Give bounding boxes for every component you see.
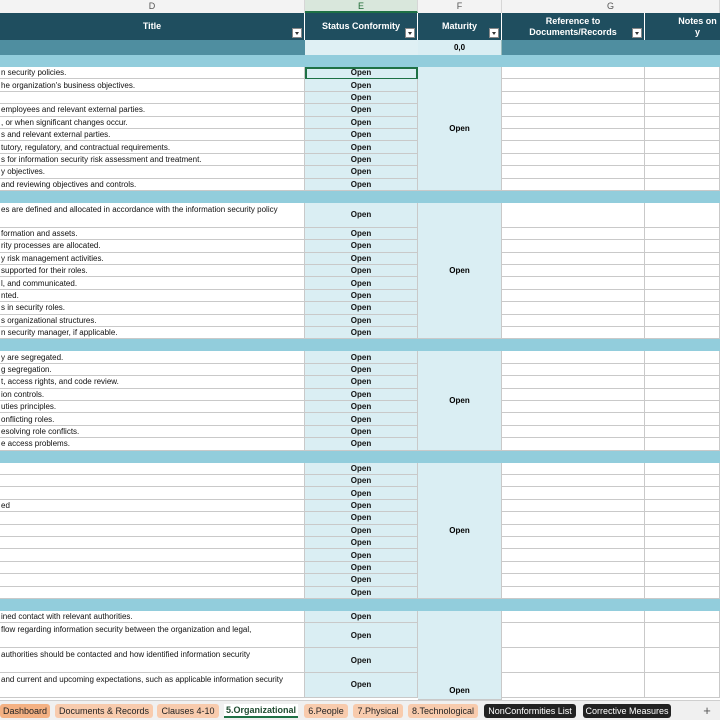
- table-row: [0, 315, 720, 327]
- notes-cell[interactable]: [645, 327, 720, 339]
- column-letter-d[interactable]: D: [0, 0, 305, 13]
- status-conformity-cell[interactable]: Open: [305, 463, 418, 475]
- notes-cell[interactable]: [645, 67, 720, 79]
- table-row: [0, 463, 720, 475]
- control-title-cell[interactable]: n security manager, if applicable.: [0, 327, 305, 339]
- status-conformity-cell[interactable]: Open: [305, 549, 418, 561]
- control-title-cell[interactable]: ed: [0, 500, 305, 512]
- notes-cell[interactable]: [645, 141, 720, 153]
- column-letter-g[interactable]: G: [502, 0, 720, 13]
- reference-cell[interactable]: [502, 277, 645, 289]
- status-conformity-cell[interactable]: Open: [305, 525, 418, 537]
- reference-cell[interactable]: [502, 129, 645, 141]
- status-conformity-cell[interactable]: Open: [305, 228, 418, 240]
- control-title-cell[interactable]: [0, 487, 305, 499]
- table-row: [0, 401, 720, 413]
- control-title-cell[interactable]: y objectives.: [0, 166, 305, 178]
- table-row: [0, 364, 720, 376]
- reference-cell[interactable]: [502, 265, 645, 277]
- reference-cell[interactable]: [502, 611, 645, 623]
- status-conformity-cell[interactable]: Open: [305, 487, 418, 499]
- reference-cell[interactable]: [502, 327, 645, 339]
- table-row: [0, 154, 720, 166]
- status-conformity-cell[interactable]: Open: [305, 277, 418, 289]
- reference-cell[interactable]: [502, 290, 645, 302]
- table-row: [0, 562, 720, 574]
- maturity-cell[interactable]: Open: [418, 351, 502, 450]
- control-title-cell[interactable]: l, and communicated.: [0, 277, 305, 289]
- reference-cell[interactable]: [502, 426, 645, 438]
- notes-cell[interactable]: [645, 79, 720, 91]
- control-title-cell[interactable]: rity processes are allocated.: [0, 240, 305, 252]
- status-conformity-cell[interactable]: Open: [305, 648, 418, 673]
- table-row: [0, 290, 720, 302]
- table-row: [0, 512, 720, 524]
- notes-cell[interactable]: [645, 117, 720, 129]
- reference-cell[interactable]: [502, 463, 645, 475]
- status-conformity-cell[interactable]: Open: [305, 500, 418, 512]
- column-letter-e[interactable]: E: [305, 0, 418, 13]
- control-title-cell[interactable]: tutory, regulatory, and contractual requirements.: [0, 141, 305, 153]
- reference-cell[interactable]: [502, 673, 645, 698]
- control-title-cell[interactable]: [0, 537, 305, 549]
- reference-cell[interactable]: [502, 166, 645, 178]
- reference-cell[interactable]: [502, 315, 645, 327]
- reference-cell[interactable]: [502, 179, 645, 191]
- sheet-tab[interactable]: Dashboard: [0, 704, 50, 718]
- sheet-tab[interactable]: 6.People: [304, 704, 348, 718]
- status-conformity-cell[interactable]: Open: [305, 351, 418, 363]
- reference-cell[interactable]: [502, 487, 645, 499]
- table-row: [0, 438, 720, 450]
- reference-cell[interactable]: [502, 389, 645, 401]
- table-row: [0, 351, 720, 363]
- active-cell-outline: [305, 67, 418, 80]
- maturity-cell[interactable]: Open: [418, 463, 502, 599]
- status-conformity-cell[interactable]: Open: [305, 253, 418, 265]
- control-title-cell[interactable]: he organization's business objectives.: [0, 79, 305, 91]
- reference-cell[interactable]: [502, 253, 645, 265]
- notes-cell[interactable]: [645, 376, 720, 388]
- sheet-tab[interactable]: Documents & Records: [55, 704, 153, 718]
- reference-cell[interactable]: [502, 438, 645, 450]
- table-row: [0, 228, 720, 240]
- control-title-cell[interactable]: n security policies.: [0, 67, 305, 79]
- status-conformity-cell[interactable]: Open: [305, 475, 418, 487]
- reference-cell[interactable]: [502, 549, 645, 561]
- header-reference: [502, 13, 645, 40]
- status-conformity-cell[interactable]: Open: [305, 203, 418, 228]
- reference-cell[interactable]: [502, 228, 645, 240]
- table-row: [0, 611, 720, 623]
- status-conformity-cell[interactable]: Open: [305, 166, 418, 178]
- reference-cell[interactable]: [502, 500, 645, 512]
- summary-band: [0, 40, 720, 55]
- notes-cell[interactable]: [645, 463, 720, 475]
- status-conformity-cell[interactable]: Open: [305, 154, 418, 166]
- control-title-cell[interactable]: [0, 574, 305, 586]
- status-conformity-cell[interactable]: Open: [305, 117, 418, 129]
- sheet-tab[interactable]: 7.Physical: [353, 704, 403, 718]
- control-title-cell[interactable]: [0, 562, 305, 574]
- notes-cell[interactable]: [645, 525, 720, 537]
- notes-cell[interactable]: [645, 265, 720, 277]
- maturity-cell[interactable]: Open: [418, 203, 502, 339]
- header-reference-label: Reference to Documents/Records: [529, 15, 617, 37]
- control-title-cell[interactable]: [0, 525, 305, 537]
- reference-cell[interactable]: [502, 364, 645, 376]
- notes-cell[interactable]: [645, 203, 720, 228]
- notes-cell[interactable]: [645, 129, 720, 141]
- table-row: [0, 673, 720, 698]
- control-title-cell[interactable]: s for information security risk assessment and treatment.: [0, 154, 305, 166]
- section-band: [0, 191, 720, 203]
- reference-cell[interactable]: [502, 562, 645, 574]
- filter-dropdown-icon[interactable]: [405, 28, 415, 38]
- notes-cell[interactable]: [645, 302, 720, 314]
- status-conformity-cell[interactable]: Open: [305, 537, 418, 549]
- status-conformity-cell[interactable]: Open: [305, 179, 418, 191]
- reference-cell[interactable]: [502, 413, 645, 425]
- table-row: [0, 117, 720, 129]
- table-row: [0, 141, 720, 153]
- control-title-cell[interactable]: and reviewing objectives and controls.: [0, 179, 305, 191]
- reference-cell[interactable]: [502, 648, 645, 673]
- status-conformity-cell[interactable]: Open: [305, 302, 418, 314]
- reference-cell[interactable]: [502, 574, 645, 586]
- table-header: [0, 13, 720, 40]
- control-title-cell[interactable]: [0, 587, 305, 599]
- section-band: [0, 55, 720, 67]
- table-row: [0, 525, 720, 537]
- table-row: [0, 648, 720, 673]
- notes-cell[interactable]: [645, 574, 720, 586]
- status-conformity-cell[interactable]: Open: [305, 574, 418, 586]
- control-title-cell[interactable]: es are defined and allocated in accordance with the information security policy: [0, 203, 305, 228]
- reference-cell[interactable]: [502, 203, 645, 228]
- column-letter-bar: [0, 0, 720, 14]
- table-row: [0, 166, 720, 178]
- notes-cell[interactable]: [645, 587, 720, 599]
- reference-cell[interactable]: [502, 401, 645, 413]
- reference-cell[interactable]: [502, 240, 645, 252]
- notes-cell[interactable]: [645, 487, 720, 499]
- status-conformity-cell[interactable]: Open: [305, 104, 418, 116]
- control-title-cell[interactable]: y are segregated.: [0, 351, 305, 363]
- status-conformity-cell[interactable]: Open: [305, 512, 418, 524]
- reference-cell[interactable]: [502, 92, 645, 104]
- header-title-label: Title: [142, 21, 162, 31]
- reference-cell[interactable]: [502, 351, 645, 363]
- reference-cell[interactable]: [502, 154, 645, 166]
- status-conformity-cell[interactable]: Open: [305, 265, 418, 277]
- table-row: [0, 475, 720, 487]
- control-title-cell[interactable]: g segregation.: [0, 364, 305, 376]
- status-conformity-cell[interactable]: Open: [305, 67, 418, 79]
- sheet-tab[interactable]: 5.Organizational: [224, 704, 298, 718]
- header-maturity-label: Maturity: [441, 21, 477, 31]
- notes-cell[interactable]: [645, 351, 720, 363]
- status-conformity-cell[interactable]: Open: [305, 141, 418, 153]
- notes-cell[interactable]: [645, 438, 720, 450]
- table-row: [0, 253, 720, 265]
- notes-cell[interactable]: [645, 648, 720, 673]
- control-title-cell[interactable]: uties principles.: [0, 401, 305, 413]
- control-title-cell[interactable]: t, access rights, and code review.: [0, 376, 305, 388]
- notes-cell[interactable]: [645, 104, 720, 116]
- reference-cell[interactable]: [502, 117, 645, 129]
- table-row: [0, 203, 720, 228]
- status-conformity-cell[interactable]: Open: [305, 290, 418, 302]
- notes-cell[interactable]: [645, 537, 720, 549]
- status-conformity-cell[interactable]: Open: [305, 587, 418, 599]
- notes-cell[interactable]: [645, 290, 720, 302]
- sheet-tab[interactable]: NonConformities List: [484, 704, 576, 718]
- table-row: [0, 179, 720, 191]
- control-title-cell[interactable]: esolving role conflicts.: [0, 426, 305, 438]
- header-notes: [645, 13, 720, 40]
- table-row: [0, 302, 720, 314]
- notes-cell[interactable]: [645, 228, 720, 240]
- reference-cell[interactable]: [502, 104, 645, 116]
- control-title-cell[interactable]: onflicting roles.: [0, 413, 305, 425]
- sheet-tab[interactable]: Corrective Measures: [583, 704, 671, 718]
- section-band: [0, 451, 720, 463]
- sheet-tab-bar: [0, 700, 720, 720]
- reference-cell[interactable]: [502, 512, 645, 524]
- status-conformity-cell[interactable]: Open: [305, 376, 418, 388]
- reference-cell[interactable]: [502, 376, 645, 388]
- notes-cell[interactable]: [645, 562, 720, 574]
- notes-cell[interactable]: [645, 364, 720, 376]
- notes-cell[interactable]: [645, 166, 720, 178]
- status-conformity-cell[interactable]: Open: [305, 327, 418, 339]
- notes-cell[interactable]: [645, 549, 720, 561]
- reference-cell[interactable]: [502, 302, 645, 314]
- status-conformity-cell[interactable]: Open: [305, 673, 418, 698]
- table-row: [0, 104, 720, 116]
- control-title-cell[interactable]: flow regarding information security between the organization and legal,: [0, 623, 305, 648]
- status-conformity-cell[interactable]: Open: [305, 623, 418, 648]
- status-conformity-cell[interactable]: Open: [305, 240, 418, 252]
- control-title-cell[interactable]: [0, 512, 305, 524]
- sheet-tab[interactable]: Clauses 4-10: [157, 704, 219, 718]
- control-title-cell[interactable]: authorities should be contacted and how identified information security: [0, 648, 305, 673]
- status-conformity-cell[interactable]: Open: [305, 413, 418, 425]
- status-conformity-cell[interactable]: Open: [305, 364, 418, 376]
- notes-cell[interactable]: [645, 92, 720, 104]
- reference-cell[interactable]: [502, 623, 645, 648]
- control-title-cell[interactable]: and current and upcoming expectations, such as applicable information security: [0, 673, 305, 698]
- table-row: [0, 574, 720, 586]
- status-conformity-cell[interactable]: Open: [305, 389, 418, 401]
- status-conformity-cell[interactable]: Open: [305, 315, 418, 327]
- control-title-cell[interactable]: , or when significant changes occur.: [0, 117, 305, 129]
- status-conformity-cell[interactable]: Open: [305, 438, 418, 450]
- notes-cell[interactable]: [645, 426, 720, 438]
- control-title-cell[interactable]: nted.: [0, 290, 305, 302]
- status-conformity-cell[interactable]: Open: [305, 79, 418, 91]
- section-band: [0, 339, 720, 351]
- status-conformity-cell[interactable]: Open: [305, 401, 418, 413]
- notes-cell[interactable]: [645, 315, 720, 327]
- maturity-summary-value: 0,0: [418, 40, 502, 55]
- notes-cell[interactable]: [645, 475, 720, 487]
- table-row: [0, 549, 720, 561]
- notes-cell[interactable]: [645, 611, 720, 623]
- section-band: [0, 599, 720, 611]
- column-letter-f[interactable]: F: [418, 0, 502, 13]
- reference-cell[interactable]: [502, 79, 645, 91]
- table-row: [0, 240, 720, 252]
- header-status-label: Status Conformity: [321, 21, 400, 31]
- control-title-cell[interactable]: y risk management activities.: [0, 253, 305, 265]
- table-row: [0, 376, 720, 388]
- table-row: [0, 265, 720, 277]
- notes-cell[interactable]: [645, 154, 720, 166]
- control-title-cell[interactable]: employees and relevant external parties.: [0, 104, 305, 116]
- reference-cell[interactable]: [502, 475, 645, 487]
- notes-cell[interactable]: [645, 277, 720, 289]
- reference-cell[interactable]: [502, 67, 645, 79]
- control-title-cell[interactable]: s organizational structures.: [0, 315, 305, 327]
- control-title-cell[interactable]: s in security roles.: [0, 302, 305, 314]
- notes-cell[interactable]: [645, 253, 720, 265]
- control-title-cell[interactable]: supported for their roles.: [0, 265, 305, 277]
- sheet-tab[interactable]: 8.Technological: [408, 704, 478, 718]
- header-notes-label: Notes on y: [678, 15, 717, 37]
- reference-cell[interactable]: [502, 537, 645, 549]
- status-conformity-cell[interactable]: Open: [305, 611, 418, 623]
- reference-cell[interactable]: [502, 525, 645, 537]
- table-row: [0, 327, 720, 339]
- control-title-cell[interactable]: [0, 549, 305, 561]
- header-title: [0, 13, 305, 40]
- notes-cell[interactable]: [645, 240, 720, 252]
- notes-cell[interactable]: [645, 500, 720, 512]
- table-row: [0, 487, 720, 499]
- table-row: [0, 389, 720, 401]
- summary-status-cell: [305, 40, 418, 55]
- control-title-cell[interactable]: e access problems.: [0, 438, 305, 450]
- table-row: [0, 92, 720, 104]
- table-row: [0, 79, 720, 91]
- table-row: [0, 426, 720, 438]
- notes-cell[interactable]: [645, 401, 720, 413]
- notes-cell[interactable]: [645, 179, 720, 191]
- status-conformity-cell[interactable]: Open: [305, 426, 418, 438]
- header-status: [305, 13, 418, 40]
- filter-dropdown-icon[interactable]: [292, 28, 302, 38]
- table-row: [0, 587, 720, 599]
- filter-dropdown-icon[interactable]: [632, 28, 642, 38]
- maturity-cell[interactable]: Open: [418, 611, 502, 700]
- table-row: [0, 623, 720, 648]
- filter-dropdown-icon[interactable]: [489, 28, 499, 38]
- add-sheet-icon[interactable]: +: [703, 703, 711, 718]
- control-title-cell[interactable]: ined contact with relevant authorities.: [0, 611, 305, 623]
- status-conformity-cell[interactable]: Open: [305, 562, 418, 574]
- status-conformity-cell[interactable]: Open: [305, 129, 418, 141]
- notes-cell[interactable]: [645, 623, 720, 648]
- reference-cell[interactable]: [502, 587, 645, 599]
- control-title-cell[interactable]: [0, 92, 305, 104]
- control-title-cell[interactable]: [0, 475, 305, 487]
- control-title-cell[interactable]: formation and assets.: [0, 228, 305, 240]
- notes-cell[interactable]: [645, 512, 720, 524]
- maturity-cell[interactable]: Open: [418, 67, 502, 191]
- table-row: [0, 129, 720, 141]
- table-row: [0, 537, 720, 549]
- control-title-cell[interactable]: [0, 463, 305, 475]
- header-maturity: [418, 13, 502, 40]
- table-row: [0, 277, 720, 289]
- control-title-cell[interactable]: ion controls.: [0, 389, 305, 401]
- table-row: [0, 413, 720, 425]
- status-conformity-cell[interactable]: Open: [305, 92, 418, 104]
- control-title-cell[interactable]: s and relevant external parties.: [0, 129, 305, 141]
- notes-cell[interactable]: [645, 389, 720, 401]
- notes-cell[interactable]: [645, 413, 720, 425]
- reference-cell[interactable]: [502, 141, 645, 153]
- notes-cell[interactable]: [645, 673, 720, 698]
- table-row: [0, 500, 720, 512]
